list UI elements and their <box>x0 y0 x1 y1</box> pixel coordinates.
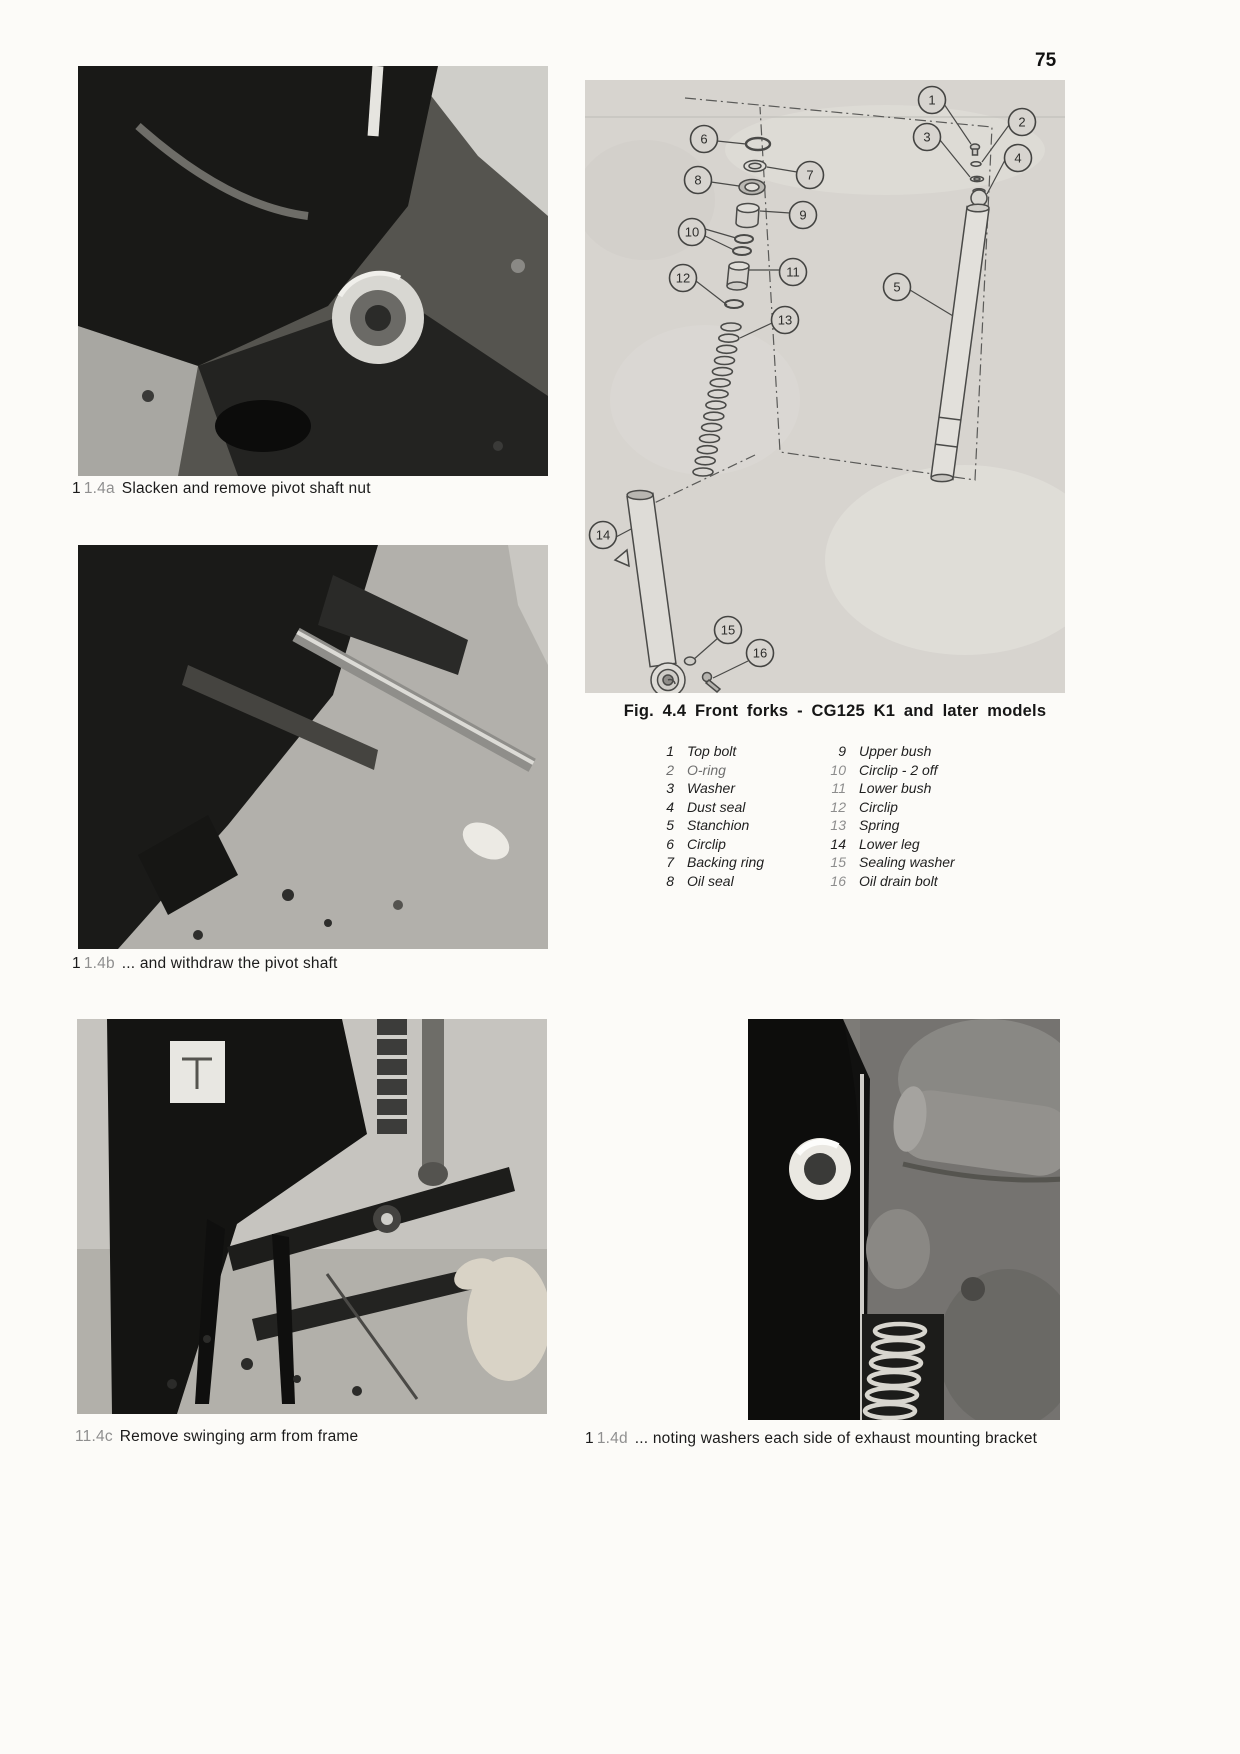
caption-a-number: 1 <box>72 480 81 497</box>
legend-item <box>820 835 955 854</box>
legend-item <box>820 761 955 780</box>
legend-item-number: 7 <box>666 854 674 870</box>
page-number: 75 <box>1035 50 1057 71</box>
svg-text:15: 15 <box>720 622 736 638</box>
svg-text:2: 2 <box>1018 114 1026 130</box>
legend-item-number: 8 <box>666 872 674 889</box>
legend-item-label: Backing ring <box>687 854 765 870</box>
caption-d-text: ... noting washers each side of exhaust mounting bracket <box>634 1430 1038 1447</box>
svg-text:4: 4 <box>1014 150 1022 166</box>
photo-11-4b-art <box>78 545 548 949</box>
caption-a-text: Slacken and remove pivot shaft nut <box>121 480 371 497</box>
svg-text:9: 9 <box>799 207 807 223</box>
caption-b-text: ... and withdraw the pivot shaft <box>121 955 338 972</box>
legend-item-label: Circlip <box>687 835 726 852</box>
legend-item <box>648 853 764 872</box>
legend-item <box>648 742 764 761</box>
legend-item-label: Oil seal <box>687 872 734 889</box>
legend-item <box>820 853 955 872</box>
legend-item-label: Upper bush <box>859 743 932 759</box>
svg-text:16: 16 <box>752 645 768 661</box>
legend-item <box>648 798 764 817</box>
legend-item-label: Washer <box>687 780 735 796</box>
legend-item <box>820 798 955 817</box>
photo-11-4a <box>78 66 548 476</box>
legend-item-number: 15 <box>830 854 846 870</box>
legend-item <box>648 872 764 891</box>
svg-text:6: 6 <box>700 131 708 147</box>
legend-item <box>648 835 764 854</box>
legend-item-number: 5 <box>666 817 674 833</box>
legend-item-label: Circlip - 2 off <box>859 761 938 778</box>
caption-c-text: Remove swinging arm from frame <box>119 1428 359 1445</box>
photo-11-4d <box>748 1019 1060 1420</box>
legend-item-label: Spring <box>859 817 900 833</box>
fork-exploded-diagram <box>585 80 1065 693</box>
caption-a-ref: 1.4a <box>83 480 115 497</box>
caption-11-4a <box>72 480 371 498</box>
legend-item-number: 11 <box>831 780 846 796</box>
legend-item-number: 6 <box>666 835 674 852</box>
legend-item-number: 16 <box>830 872 846 889</box>
legend-item-number: 14 <box>830 835 846 852</box>
legend-item-number: 13 <box>830 817 846 833</box>
svg-text:5: 5 <box>893 279 901 295</box>
photo-11-4d-art <box>748 1019 1060 1420</box>
caption-b-ref: 1.4b <box>83 955 115 972</box>
legend-item-label: Top bolt <box>687 743 737 759</box>
svg-text:7: 7 <box>806 167 814 183</box>
legend-item-number: 2 <box>666 761 674 778</box>
svg-text:10: 10 <box>684 224 700 240</box>
legend-item <box>820 816 955 835</box>
fork-diagram-art <box>585 80 1065 693</box>
svg-text:3: 3 <box>923 129 931 145</box>
caption-b-number: 1 <box>72 955 81 972</box>
caption-11-4d <box>585 1430 1037 1448</box>
legend-item-number: 3 <box>666 780 674 796</box>
legend-item <box>648 779 764 798</box>
svg-text:14: 14 <box>595 527 611 543</box>
caption-c-ref: 11.4c <box>75 1428 113 1445</box>
legend-item <box>820 742 955 761</box>
svg-text:1: 1 <box>928 92 936 108</box>
photo-11-4a-art <box>78 66 548 476</box>
figure-caption: Fig. 4.4 Front forks - CG125 K1 and later models <box>623 702 1047 720</box>
legend-item-number: 4 <box>666 798 674 815</box>
photo-11-4c-art <box>77 1019 547 1414</box>
legend-item <box>820 872 955 891</box>
caption-d-ref: 1.4d <box>596 1430 628 1447</box>
legend-item <box>648 761 764 780</box>
legend-item-label: Lower bush <box>859 780 932 796</box>
photo-11-4c <box>77 1019 547 1414</box>
legend-item-number: 12 <box>830 798 846 815</box>
svg-text:13: 13 <box>777 312 793 328</box>
figure-legend-left <box>648 742 764 890</box>
caption-d-number: 1 <box>585 1430 594 1447</box>
legend-item <box>648 816 764 835</box>
legend-item-label: Oil drain bolt <box>859 872 938 889</box>
legend-item-number: 10 <box>830 761 846 778</box>
legend-item-label: O-ring <box>687 761 726 778</box>
legend-item-number: 9 <box>838 743 846 759</box>
svg-text:12: 12 <box>675 270 691 286</box>
figure-legend-right <box>820 742 955 890</box>
legend-item-label: Lower leg <box>859 835 920 852</box>
legend-item-label: Sealing washer <box>859 854 955 870</box>
legend-item-label: Circlip <box>859 798 898 815</box>
legend-item-number: 1 <box>666 743 674 759</box>
svg-text:11: 11 <box>786 264 800 280</box>
caption-11-4c <box>72 1428 358 1446</box>
legend-item-label: Dust seal <box>687 798 746 815</box>
photo-11-4b <box>78 545 548 949</box>
legend-item <box>820 779 955 798</box>
svg-text:8: 8 <box>694 172 702 188</box>
caption-11-4b <box>72 955 338 973</box>
legend-item-label: Stanchion <box>687 817 750 833</box>
